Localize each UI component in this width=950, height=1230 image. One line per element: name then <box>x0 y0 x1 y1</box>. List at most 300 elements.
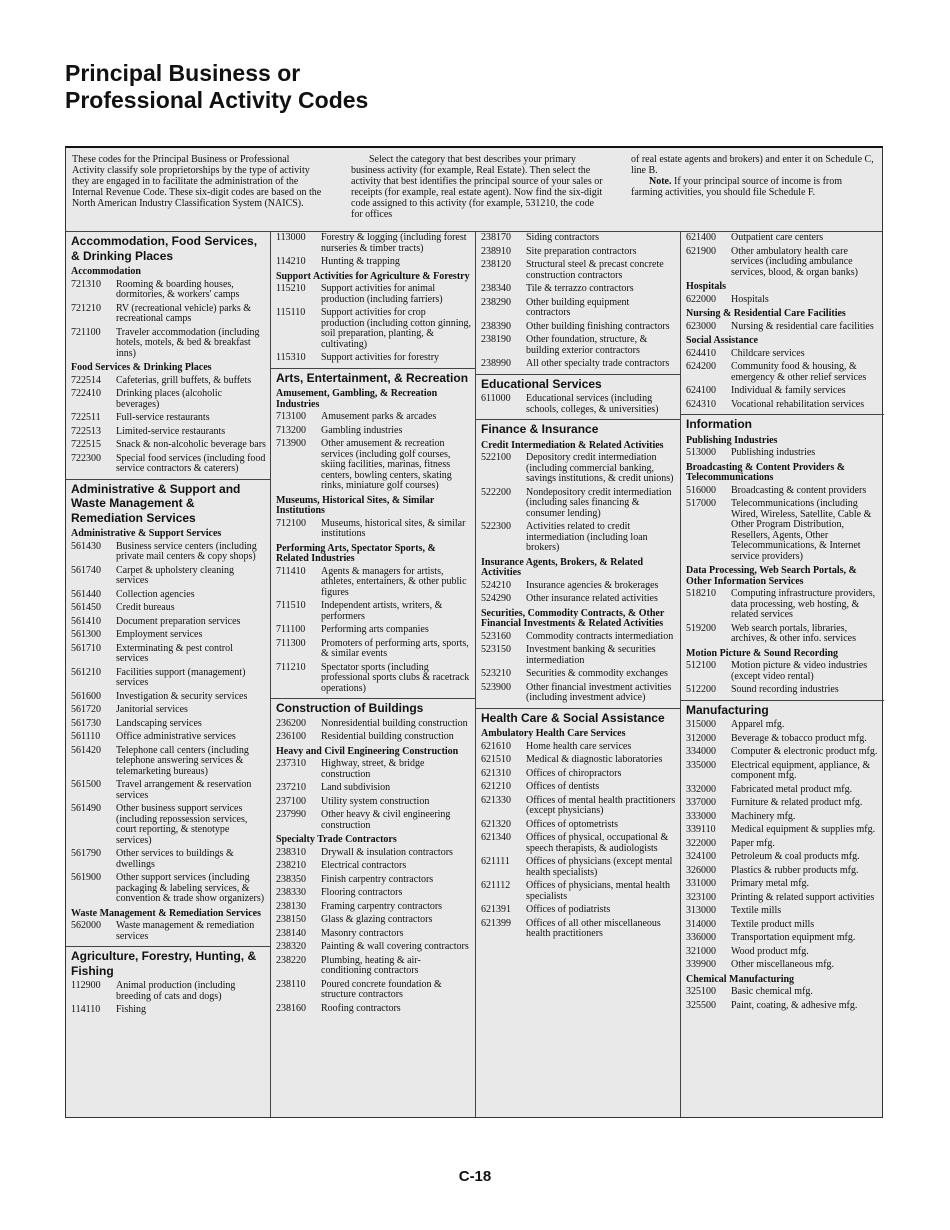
activity-description: Agents & managers for artists, athletes, entertainers, & other public figures <box>321 565 467 598</box>
code-row <box>66 565 270 589</box>
code-row <box>476 580 680 594</box>
activity-description: Other ambulatory health care services (including ambulance services, blood, & organ banks) <box>731 245 859 278</box>
code-row <box>476 593 680 607</box>
activity-code: 336000 <box>686 932 716 943</box>
subcategory-heading: Amusement, Gambling, & Recreation Industries <box>276 388 438 410</box>
activity-code: 115110 <box>276 307 306 318</box>
activity-description: Exterminating & pest control services <box>116 642 233 664</box>
activity-description: Offices of dentists <box>526 781 600 792</box>
activity-description: Business service centers (including private mail centers & copy shops) <box>116 540 257 562</box>
activity-code: 522200 <box>481 486 511 498</box>
activity-description: Flooring contractors <box>321 887 403 898</box>
code-row <box>271 955 475 979</box>
code-row <box>66 667 270 691</box>
subcategory-heading: Nursing & Residential Care Facilities <box>686 308 846 319</box>
activity-code: 621340 <box>481 832 511 843</box>
activity-code: 621400 <box>686 232 716 243</box>
activity-description: Medical equipment & supplies mfg. <box>731 824 876 835</box>
activity-description: Document preparation services <box>116 615 241 627</box>
activity-code: 325500 <box>686 999 716 1011</box>
code-row <box>271 283 475 307</box>
activity-code: 711510 <box>276 600 306 611</box>
activity-code: 238340 <box>481 283 511 294</box>
activity-code: 237310 <box>276 758 306 769</box>
code-row <box>681 232 884 246</box>
activity-code: 238120 <box>481 259 511 270</box>
code-row <box>476 856 680 880</box>
activity-code: 561720 <box>71 704 101 715</box>
code-row <box>271 518 475 542</box>
activity-description: Cafeterias, grill buffets, & buffets <box>116 374 252 386</box>
activity-code: 711410 <box>276 565 306 577</box>
activity-code: 621391 <box>481 904 511 915</box>
code-row <box>476 321 680 335</box>
code-row <box>66 453 270 477</box>
category-section <box>271 699 475 1018</box>
code-row <box>681 623 884 647</box>
activity-description: Paint, coating, & adhesive mfg. <box>731 999 858 1011</box>
activity-code: 314000 <box>686 918 716 930</box>
activity-description: Offices of physicians (except mental health specialists) <box>526 856 673 878</box>
activity-description: Other financial investment activities (including investment advice) <box>526 681 672 703</box>
activity-description: Promoters of performing arts, sports, & similar events <box>321 637 469 659</box>
activity-description: Animal production (including breeding of cats and dogs) <box>116 980 236 1002</box>
activity-description: Office administrative services <box>116 731 236 742</box>
activity-description: Textile mills <box>731 905 782 916</box>
code-row <box>271 796 475 810</box>
activity-description: Employment services <box>116 629 203 640</box>
activity-code: 321000 <box>686 945 716 957</box>
activity-description: Other insurance related activities <box>526 593 658 604</box>
activity-code: 722513 <box>71 425 101 437</box>
activity-code: 115210 <box>276 283 306 294</box>
code-row <box>681 784 884 798</box>
activity-code: 334000 <box>686 746 716 757</box>
code-row <box>681 684 884 698</box>
activity-code: 523900 <box>481 681 511 693</box>
activity-description: Snack & non-alcoholic beverage bars <box>116 439 266 450</box>
code-row <box>681 959 884 973</box>
code-row <box>66 279 270 303</box>
subcategory-heading: Support Activities for Agriculture & Forestry <box>276 270 470 282</box>
code-row <box>681 919 884 933</box>
activity-code: 339110 <box>686 824 716 835</box>
activity-description: Hospitals <box>731 293 769 305</box>
activity-description: Outpatient care centers <box>731 232 824 243</box>
activity-description: Carpet & upholstery cleaning services <box>116 564 235 586</box>
subcategory-heading: Performing Arts, Spectator Sports, & Related Industries <box>276 542 436 564</box>
code-row <box>681 838 884 852</box>
activity-code: 238140 <box>276 927 306 939</box>
activity-codes-table <box>65 146 883 1118</box>
code-row <box>66 643 270 667</box>
activity-description: Broadcasting & content providers <box>731 484 867 496</box>
activity-description: Other miscellaneous mfg. <box>731 959 835 970</box>
activity-code: 611000 <box>481 393 511 404</box>
activity-code: 561440 <box>71 588 101 600</box>
activity-code: 315000 <box>686 719 716 730</box>
activity-description: Amusement parks & arcades <box>321 411 437 422</box>
code-row <box>271 307 475 352</box>
category-section <box>476 709 680 944</box>
code-row <box>271 941 475 955</box>
code-row <box>271 638 475 662</box>
activity-code: 238190 <box>481 334 511 345</box>
activity-code: 621111 <box>481 856 510 867</box>
code-row <box>476 682 680 706</box>
code-row <box>66 616 270 630</box>
code-row <box>681 321 884 335</box>
activity-description: Nursing & residential care facilities <box>731 320 874 332</box>
code-row <box>681 892 884 906</box>
activity-description: Printing & related support activities <box>731 891 875 903</box>
activity-code: 622000 <box>686 293 716 305</box>
activity-description: Travel arrangement & reservation services <box>116 779 252 801</box>
activity-description: Land subdivision <box>321 782 391 793</box>
code-column-3 <box>476 232 681 1117</box>
activity-code: 325100 <box>686 986 716 997</box>
code-row <box>476 334 680 358</box>
code-row <box>271 874 475 888</box>
code-row <box>66 731 270 745</box>
code-row <box>681 361 884 385</box>
intro-text-3: of real estate agents and brokers) and enter it on Schedule C, line B. <box>631 154 874 176</box>
page-title: Principal Business or Professional Activity Codes <box>65 60 369 113</box>
activity-description: Full-service restaurants <box>116 412 210 423</box>
code-row <box>681 447 884 461</box>
activity-description: Investment banking & securities intermediation <box>526 644 656 666</box>
category-section <box>476 375 680 421</box>
code-row <box>476 644 680 668</box>
activity-code: 561410 <box>71 615 101 627</box>
activity-description: Home health care services <box>526 740 632 752</box>
activity-description: Facilities support (management) services <box>116 666 246 688</box>
activity-code: 238220 <box>276 954 306 966</box>
category-heading: Educational Services <box>481 376 602 391</box>
activity-description: Computing infrastructure providers, data processing, web hosting, & related services <box>731 588 876 620</box>
code-row <box>271 914 475 928</box>
activity-code: 621399 <box>481 917 511 929</box>
activity-description: Offices of podiatrists <box>526 904 611 915</box>
code-column-2 <box>271 232 476 1117</box>
code-row <box>681 399 884 413</box>
code-row <box>476 297 680 321</box>
activity-code: 238290 <box>481 296 511 308</box>
activity-description: Other heavy & civil engineering construction <box>321 809 451 831</box>
activity-description: Activities related to credit intermediation (including loan brokers) <box>526 521 648 553</box>
code-row <box>271 1003 475 1017</box>
code-row <box>681 385 884 399</box>
subcategory-heading: Insurance Agents, Brokers, & Related Activities <box>481 556 644 578</box>
activity-code: 561790 <box>71 848 101 859</box>
category-section <box>66 947 270 1020</box>
activity-code: 238310 <box>276 846 306 858</box>
activity-code: 331000 <box>686 878 716 889</box>
activity-description: Wood product mfg. <box>731 945 809 957</box>
activity-code: 523160 <box>481 630 511 642</box>
activity-code: 711100 <box>276 624 306 635</box>
code-row <box>681 905 884 919</box>
code-row <box>476 452 680 487</box>
activity-description: Poured concrete foundation & structure contractors <box>321 978 442 1000</box>
code-row <box>271 352 475 366</box>
note-text: If your principal source of income is from farming activities, you should file Schedule F. <box>631 176 843 198</box>
code-row <box>271 718 475 732</box>
activity-description: Roofing contractors <box>321 1002 401 1014</box>
activity-code: 238170 <box>481 232 511 243</box>
activity-description: Offices of chiropractors <box>526 767 622 779</box>
activity-code: 621900 <box>686 245 716 257</box>
activity-description: Spectator sports (including professional sports clubs & racetrack operations) <box>321 661 470 694</box>
activity-code: 237100 <box>276 795 306 807</box>
activity-code: 114110 <box>71 1004 101 1015</box>
activity-code: 621210 <box>481 781 511 792</box>
activity-description: Furniture & related product mfg. <box>731 797 863 808</box>
activity-description: Forestry & logging (including forest nurseries & timber tracts) <box>321 232 467 254</box>
code-row <box>271 662 475 697</box>
intro-column-1 <box>72 154 324 209</box>
subcategory-heading: Chemical Manufacturing <box>686 973 795 985</box>
activity-code: 624100 <box>686 385 716 396</box>
activity-code: 113000 <box>276 232 306 243</box>
category-section <box>476 232 680 375</box>
activity-description: Commodity contracts intermediation <box>526 630 674 642</box>
activity-description: Fabricated metal product mfg. <box>731 783 853 795</box>
activity-code: 561430 <box>71 540 101 552</box>
activity-description: Other building equipment contractors <box>526 296 630 318</box>
code-row <box>271 928 475 942</box>
activity-code: 324100 <box>686 851 716 862</box>
activity-description: Drinking places (alcoholic beverages) <box>116 388 223 410</box>
code-row <box>476 246 680 260</box>
activity-description: Nonresidential building construction <box>321 717 468 729</box>
activity-description: Offices of physical, occupational & speech therapists, & audiologists <box>526 832 669 854</box>
activity-code: 621330 <box>481 794 511 806</box>
code-row <box>271 566 475 601</box>
activity-description: Telecommunications (including Wired, Wireless, Satellite, Cable & Other Program Distribution, Resellers, Agents, Other Telecommunications, & Internet service providers) <box>731 498 872 562</box>
activity-description: Utility system construction <box>321 795 430 807</box>
activity-description: Fishing <box>116 1004 147 1015</box>
activity-description: Residential building construction <box>321 731 454 742</box>
activity-description: Other building finishing contractors <box>526 320 670 332</box>
activity-description: Investigation & security services <box>116 690 248 702</box>
code-row <box>681 294 884 308</box>
activity-description: Support activities for crop production (including cotton ginning, soil preparation, planting, & cultivating) <box>321 307 471 350</box>
activity-description: Siding contractors <box>526 232 600 243</box>
activity-description: Tile & terrazzo contractors <box>526 283 634 294</box>
activity-code: 721210 <box>71 302 101 314</box>
activity-code: 624410 <box>686 347 716 359</box>
code-row <box>271 624 475 638</box>
activity-code: 115310 <box>276 352 306 363</box>
activity-code: 713900 <box>276 438 306 449</box>
activity-description: Museums, historical sites, & similar institutions <box>321 517 466 539</box>
code-row <box>681 348 884 362</box>
code-row <box>66 920 270 944</box>
activity-code: 711300 <box>276 637 306 649</box>
activity-description: Independent artists, writers, & performers <box>321 600 443 622</box>
code-column-1 <box>66 232 271 1117</box>
activity-description: Waste management & remediation services <box>116 920 255 942</box>
code-row <box>66 704 270 718</box>
code-row <box>271 782 475 796</box>
activity-code: 326000 <box>686 864 716 876</box>
code-row <box>681 246 884 281</box>
code-row <box>271 731 475 745</box>
intro-column-3 <box>631 154 876 198</box>
activity-code: 524290 <box>481 593 511 604</box>
code-row <box>476 880 680 904</box>
activity-description: Offices of all other miscellaneous health practitioners <box>526 917 661 939</box>
code-row <box>271 758 475 782</box>
code-row <box>271 256 475 270</box>
activity-code: 722410 <box>71 388 101 399</box>
activity-description: Masonry contractors <box>321 927 404 939</box>
activity-description: Electrical contractors <box>321 860 407 871</box>
activity-code: 624310 <box>686 398 716 410</box>
subcategory-heading: Accommodation <box>71 266 141 277</box>
code-row <box>66 718 270 732</box>
activity-code: 337000 <box>686 797 716 808</box>
activity-code: 524210 <box>481 579 511 591</box>
activity-description: Glass & glazing contractors <box>321 914 433 925</box>
code-row <box>681 797 884 811</box>
activity-description: Collection agencies <box>116 588 195 600</box>
activity-code: 516000 <box>686 484 716 496</box>
intro-note <box>631 176 876 198</box>
code-row <box>476 795 680 819</box>
category-section <box>66 480 270 948</box>
activity-description: Finish carpentry contractors <box>321 873 434 885</box>
code-row <box>681 660 884 684</box>
activity-code: 621320 <box>481 818 511 830</box>
activity-code: 712100 <box>276 517 306 529</box>
code-row <box>681 878 884 892</box>
subcategory-heading: Social Assistance <box>686 335 758 346</box>
category-section <box>476 420 680 709</box>
code-row <box>476 358 680 372</box>
category-heading: Information <box>686 417 752 431</box>
activity-code: 313000 <box>686 905 716 916</box>
activity-description: Publishing industries <box>731 447 816 458</box>
category-section <box>681 232 884 415</box>
activity-code: 523210 <box>481 668 511 679</box>
code-row <box>476 631 680 645</box>
code-row <box>66 848 270 872</box>
subcategory-heading: Specialty Trade Contractors <box>276 834 397 845</box>
activity-code: 523150 <box>481 644 511 655</box>
activity-description: Basic chemical mfg. <box>731 986 813 997</box>
activity-code: 621510 <box>481 754 511 765</box>
activity-description: Painting & wall covering contractors <box>321 941 469 952</box>
code-row <box>681 932 884 946</box>
code-row <box>271 438 475 494</box>
subcategory-heading: Securities, Commodity Contracts, & Other Financial Investments & Related Activities <box>481 607 665 629</box>
activity-code: 623000 <box>686 320 716 332</box>
activity-code: 238130 <box>276 900 306 912</box>
activity-code: 713100 <box>276 411 306 422</box>
activity-code: 561420 <box>71 744 101 756</box>
activity-description: Electrical equipment, appliance, & component mfg. <box>731 759 871 781</box>
code-row <box>476 904 680 918</box>
activity-description: Childcare services <box>731 347 805 359</box>
category-heading: Agriculture, Forestry, Hunting, & Fishing <box>71 949 257 978</box>
activity-description: Support activities for animal production (including farriers) <box>321 283 443 305</box>
code-row <box>681 865 884 879</box>
code-row <box>271 411 475 425</box>
activity-code: 238330 <box>276 887 306 898</box>
activity-description: RV (recreational vehicle) parks & recreational camps <box>116 302 252 324</box>
activity-code: 237990 <box>276 809 306 820</box>
activity-code: 561600 <box>71 690 101 702</box>
activity-code: 114210 <box>276 256 306 267</box>
code-row <box>681 719 884 733</box>
subcategory-heading: Food Services & Drinking Places <box>71 362 212 373</box>
code-row <box>681 946 884 960</box>
activity-description: Web search portals, libraries, archives, & other info. services <box>731 622 856 644</box>
code-row <box>66 872 270 907</box>
code-row <box>66 691 270 705</box>
activity-description: Vocational rehabilitation services <box>731 398 865 410</box>
category-heading: Finance & Insurance <box>481 422 599 436</box>
activity-code: 323100 <box>686 891 716 903</box>
activity-description: Apparel mfg. <box>731 719 785 730</box>
activity-description: Special food services (including food service contractors & caterers) <box>116 452 266 474</box>
activity-description: Janitorial services <box>116 704 188 715</box>
subcategory-heading: Heavy and Civil Engineering Construction <box>276 745 459 757</box>
activity-code: 312000 <box>686 732 716 744</box>
code-row <box>271 425 475 439</box>
subcategory-heading: Motion Picture & Sound Recording <box>686 647 839 659</box>
activity-description: Sound recording industries <box>731 684 839 695</box>
code-row <box>66 745 270 780</box>
activity-code: 236100 <box>276 731 306 742</box>
note-label: Note. <box>649 176 672 187</box>
activity-code: 517000 <box>686 498 716 509</box>
activity-description: Rooming & boarding houses, dormitories, & workers' camps <box>116 278 240 300</box>
category-heading: Manufacturing <box>686 702 769 717</box>
subcategory-heading: Data Processing, Web Search Portals, & Other Information Services <box>686 565 857 587</box>
activity-code: 238910 <box>481 245 511 257</box>
code-row <box>66 980 270 1004</box>
page-number: C-18 <box>458 1168 492 1185</box>
activity-description: Framing carpentry contractors <box>321 900 443 912</box>
activity-description: Offices of optometrists <box>526 818 619 830</box>
code-row <box>271 887 475 901</box>
activity-code: 722511 <box>71 412 101 423</box>
activity-description: Plumbing, heating & air-conditioning contractors <box>321 954 421 976</box>
code-row <box>476 768 680 782</box>
activity-code: 561490 <box>71 803 101 814</box>
activity-code: 513000 <box>686 447 716 458</box>
activity-description: Plastics & rubber products mfg. <box>731 864 859 876</box>
activity-description: Offices of physicians, mental health specialists <box>526 880 670 902</box>
activity-description: Machinery mfg. <box>731 810 796 822</box>
code-row <box>66 412 270 426</box>
activity-code: 721100 <box>71 326 101 338</box>
activity-description: Performing arts companies <box>321 624 429 635</box>
code-row <box>271 979 475 1003</box>
code-row <box>271 901 475 915</box>
activity-description: Hunting & trapping <box>321 256 400 267</box>
activity-code: 238210 <box>276 860 306 871</box>
code-row <box>681 760 884 784</box>
activity-description: Offices of mental health practitioners (except physicians) <box>526 794 676 816</box>
code-row <box>476 232 680 246</box>
activity-code: 522300 <box>481 521 511 532</box>
activity-code: 335000 <box>686 759 716 771</box>
activity-description: Landscaping services <box>116 717 202 729</box>
